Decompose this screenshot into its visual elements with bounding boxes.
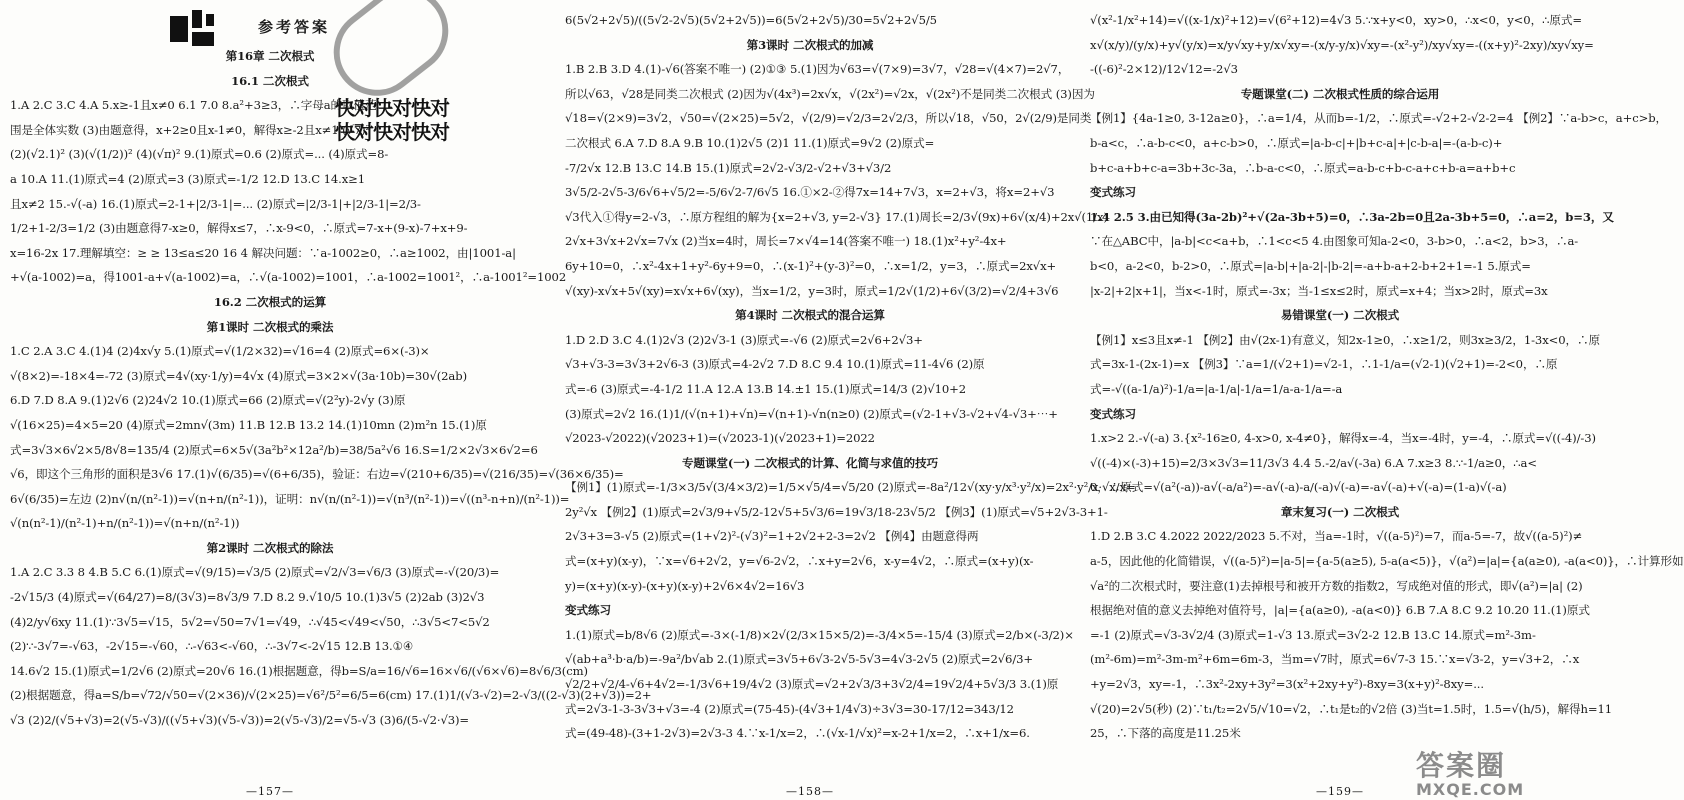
text-line: ∵在△ABC中，|a-b|<c<a+b，∴1<c<5 4.由图象可知a-2<0，3-b>0，∴a<2，b>3，∴a-: [1090, 234, 1579, 249]
text-line: 1/2+1-2/3=1/2 (3)由题意得7-x≥0，解得x≤7，∴x-9<0，∴原式=7-x+(9-x)-7+x+9-: [10, 221, 468, 236]
text-line: √(x²-1/x²+14)=√((x-1/x)²+12)=√(6²+12)=4√3 5.∵x+y<0，xy>0，∴x<0，y<0，∴原式=: [1090, 13, 1582, 27]
watermark-text: [335, 96, 449, 144]
text-line: 14.6√2 15.(1)原式=1/2√6 (2)原式=20√6 16.(1)根据题意，得b=S/a=16/√6=16×√6/(√6×√6)=8√6/3(cm): [10, 663, 588, 678]
page-159: [1080, 0, 1684, 800]
text-line: +√(a-1002)=a，得1001-a+√(a-1002)=a，∴√(a-1002)=1001，∴a-1002=1001²，∴a-1001²=1002: [10, 270, 567, 285]
text-line: √(20)=2√5(秒) (2)∵t₁/t₂=2√5/√10=√2，∴t₁是t₂的√2倍 (3)当t=1.5时，1.5=√(h/5)，解得h=11: [1090, 701, 1613, 716]
text-line: -7/2√x 12.B 13.C 14.B 15.(1)原式=2√2-√3/2-√2+√3+√3/2: [565, 160, 892, 175]
text-line: 1.C 2.A 3.C 4.(1)4 (2)4x√y 5.(1)原式=√(1/2×32)=√16=4 (2)原式=6×(-3)×: [10, 344, 430, 359]
text-line: -2√15/3 (4)原式=√(64/27)=8/(3√3)=8√3/9 7.D 8.2 9.√10/5 10.(1)3√5 (2)2ab (3)2√3: [10, 590, 485, 605]
text-line: a 10.A 11.(1)原式=4 (2)原式=3 (3)原式=-1/2 12.D 13.C 14.x≥1: [10, 171, 366, 186]
corner-logo-watermark: [1416, 744, 1596, 799]
text-line: 第3课时 二次根式的加减: [746, 37, 874, 52]
text-line: √a²的二次根式时，要注意(1)去掉根号和被开方数的指数2，写成绝对值的形式，即√(a²)=|a| (2): [1090, 578, 1583, 593]
text-line: √3+√3-3=3√3+2√6-3 (3)原式=4-2√2 7.D 8.C 9.4 10.(1)原式=11-4√6 (2)原: [565, 357, 985, 372]
text-line: 专题课堂(一) 二次根式的计算、化简与求值的技巧: [681, 455, 939, 470]
answers-title: 参考答案: [258, 18, 331, 36]
text-line: 2y²√x 【例2】(1)原式=2√3/9+√5/2-12√5+5√3/6=19√3/18-23√5/2 【例3】(1)原式=√5+2√3-3+1-: [565, 504, 1108, 519]
text-line: √(n(n²-1)/(n²-1)+n/(n²-1))=√(n+n/(n²-1)): [10, 516, 240, 531]
text-line: 所以√63，√28是同类二次根式 (2)因为√(4x³)=2x√x，√(2x²)=√2x，√(2x²)不是同类二次根式 (3)因为: [565, 86, 1095, 101]
text-line: 式=-√((a-1/a)²)-1/a=|a-1/a|-1/a=1/a-a-1/a=-a: [1090, 381, 1343, 396]
text-line: 根据绝对值的意义去掉绝对值符号，|a|={a(a≥0), -a(a<0)} 6.B 7.A 8.C 9.2 10.20 11.(1)原式: [1090, 603, 1590, 618]
text-line: -((-6)²-2×12)/12√12=-2√3: [1090, 62, 1238, 77]
page2-text: [565, 8, 1136, 746]
text-line: 式=(49-48)-(3+1-2√3)=2√3-3 4.∵x-1/x=2，∴(√x-1/√x)²=x-2+1/x=2，∴x+1/x=6.: [565, 726, 1030, 741]
text-line: 1.(1)原式=b/8√6 (2)原式=-3×(-1/8)×2√(2/3×15×5/2)=-3/4×5=-15/4 (3)原式=2/b×(-3/2)×: [565, 627, 1074, 642]
text-line: (2)(√2.1)² (3)(√(1/2))² (4)(√π)² 9.(1)原式=0.6 (2)原式=... (4)原式=8-: [10, 147, 389, 162]
text-line: 章末复习(一) 二次根式: [1280, 504, 1400, 519]
text-line: 2√x+3√x+2√x=7√x (2)当x=4时，周长=7×√4=14(答案不唯一) 18.(1)x²+y²-4x+: [565, 234, 1007, 249]
text-line: 1.B 2.B 3.D 4.(1)-√6(答案不唯一) (2)①③ 5.(1)因为√63=√(7×9)=3√7，√28=√(4×7)=2√7，: [565, 62, 1070, 77]
text-line: 第16章 二次根式: [225, 49, 315, 63]
text-line: 变式练习: [1090, 185, 1136, 200]
text-line: 1.4 2.5 3.由已知得(3a-2b)²+√(2a-3b+5)=0，∴3a-2b=0且2a-3b+5=0，∴a=2，b=3，又: [1090, 209, 1614, 224]
text-line: 2√3+3=3-√5 (2)原式=(1+√2)²-(√3)²=1+2√2+2-3=2√2 【例4】由题意得两: [565, 529, 979, 544]
text-line: b-a<c，∴a-b-c<0，a+c-b>0，∴原式=|a-b-c|+|b+c-a|+|c-b-a|=-(a-b-c)+: [1090, 135, 1503, 150]
text-line: y)=(x+y)(x-y)-(x+y)(x-y)+2√6×4√2=16√3: [565, 578, 805, 593]
text-line: 式=2√3-1-3-3√3+√3=-4 (2)原式=(75-45)-(4√3+1/4√3)÷3√3=30-17/12=343/12: [565, 701, 1014, 716]
corner-logo-line-1: 答案圈: [1416, 749, 1507, 782]
text-line: (3)原式=2√2 16.(1)1/(√(n+1)+√n)=√(n+1)-√n(n≥0) (2)原式=(√2-1+√3-√2+√4-√3+⋯+: [565, 406, 1058, 421]
text-line: 且x≠2 15.-√(-a) 16.(1)原式=2-1+|2/3-1|=... (2)原式=|2/3-1|+|2/3-1|=2/3-: [10, 196, 421, 211]
text-line: =-1 (2)原式=√3-3√2/4 (3)原式=1-√3 13.原式=3√2-2 12.B 13.C 14.原式=m²-3m-: [1090, 627, 1536, 642]
text-line: √2023-√2022)(√2023+1)=(√2023-1)(√2023+1)=2022: [565, 431, 875, 446]
text-line: √(ab+a³·b·a/b)=-9a²/b√ab 2.(1)原式=3√5+6√3-2√5-5√3=4√3-2√5 (2)原式=2√6/3+: [565, 652, 1034, 667]
text-line: 【例1】x≤3且x≠-1 【例2】由√(2x-1)有意义，知2x-1≥0，∴x≥1/2，则3x≥3/2，1-3x<0，∴原: [1090, 332, 1601, 347]
text-line: √(8×2)=-18×4=-72 (3)原式=4√(xy·1/y)=4√x (4)原式=3×2×√(3a·10b)=30√(2ab): [10, 368, 467, 383]
text-line: √3代入①得y=2-√3，∴原方程组的解为{x=2+√3, y=2-√3} 17.(1)周长=2/3√(9x)+6√(x/4)+2x√(1/x): [565, 209, 1108, 224]
page-158: [555, 0, 1136, 800]
text-line: 式=-6 (3)原式=-4-1/2 11.A 12.A 13.B 14.±1 15.(1)原式=14/3 (2)√10+2: [565, 381, 967, 396]
text-line: b+c-a+b+c-a=3b+3c-3a，∴b-a-c<0，∴原式=a-b-c+b-c-a+c+b-a=a+b+c: [1090, 160, 1516, 175]
text-line: 围是全体实数 (3)由题意得，x+2≥0且x-1≠0，解得x≥-2且x≠1 (√7)²: [10, 122, 371, 137]
text-line: 1.x>2 2.-√(-a) 3.{x²-16≥0, 4-x>0, x-4≠0}，解得x=-4，当x=-4时，y=-4，∴原式=√((-4)/-3): [1090, 431, 1596, 446]
watermark-line-2: 快对快对快对: [335, 120, 449, 144]
text-line: √(16×25)=4×5=20 (4)原式=2mn√(3m) 11.B 12.B 13.2 14.(1)10mn (2)m²n 15.(1)原: [10, 417, 487, 432]
text-line: 第2课时 二次根式的除法: [206, 540, 334, 555]
text-line: 1.D 2.D 3.C 4.(1)2√3 (2)2√3-1 (3)原式=-√6 (2)原式=2√6+2√3+: [565, 332, 923, 347]
text-line: 25，∴下落的高度是11.25米: [1090, 726, 1241, 741]
text-line: 专题课堂(二) 二次根式性质的综合运用: [1240, 86, 1440, 101]
page3-text: [1090, 8, 1684, 746]
text-line: 6.D 7.D 8.A 9.(1)2√6 (2)24√2 10.(1)原式=66 (2)原式=√(2²y)-2√y (3)原: [10, 393, 406, 408]
text-line: a-5，因此他的化简错误，√((a-5)²)=|a-5|={a-5(a≥5), 5-a(a<5)}，√(a²)=|a|={a(a≥0), -a(a<0)}，∴计算形如: [1090, 554, 1684, 569]
text-line: 式=3√3×6√2×5/8√8=135/4 (2)原式=6×5√(3a²b²×12a²/b)=38/5a²√6 16.S=1/2×2√3×6√2=6: [10, 442, 538, 457]
text-line: 6√(6/35)=左边 (2)n√(n/(n²-1))=√(n+n/(n²-1))，证明：n√(n/(n²-1))=√(n³/(n²-1))=√((n³-n+n)/(n²-1))=: [10, 491, 570, 506]
text-line: √18=√(2×9)=3√2，√50=√(2×25)=5√2，√(2/9)=√2/3=2√2/3，所以√18，√50，2√(2/9)是同类: [565, 111, 1092, 126]
text-line: (m²-6m)=m²-3m-m²+6m=6m-3，当m=√7时，原式=6√7-3 15.∵x=√3-2，y=√3+2，∴x: [1090, 652, 1580, 667]
text-line: 式=3x-1-(2x-1)=x 【例3】∵a=1/(√2+1)=√2-1，∴1-1/a=(√2-1)(√2+1)=-2<0，∴原: [1090, 357, 1558, 372]
text-line: |x-2|+2|x+1|，当x<-1时，原式=-3x；当-1≤x≤2时，原式=x+4；当x>2时，原式=3x: [1090, 283, 1548, 298]
text-line: (4)2/y√6xy 11.(1)∵3√5=√15，5√2=√50=7√1=√49，∴√45<√49<√50，∴3√5<7<5√2: [10, 614, 490, 629]
text-line: 第1课时 二次根式的乘法: [206, 319, 334, 334]
page-header: [10, 8, 530, 44]
text-line: 【例1】(1)原式=-1/3×3/5√(3/4×3/2)=1/5×√5/4=√5/20 (2)原式=-8a²/12√(xy·y/x³·y²/x)=2x²·y²/x·√x/x=: [565, 480, 1136, 495]
text-line: 16.2 二次根式的运算: [213, 294, 327, 309]
page-number: —158—: [786, 785, 834, 798]
text-line: 1.D 2.B 3.C 4.2022 2022/2023 5.不对，当a=-1时，√((a-5)²)=7，而a-5=-7，故√((a-5)²)≠: [1090, 529, 1583, 544]
page-number: —157—: [246, 785, 294, 798]
text-line: b<0，a-2<0，b-2>0，∴原式=|a-b|+|a-2|-|b-2|=-a+b-a+2-b+2+1=-1 5.原式=: [1090, 258, 1531, 273]
text-line: √(xy)-x√x+5√(xy)=x√x+6√(xy)，当x=1/2，y=3时，原式=1/2√(1/2)+6√(3/2)=√2/4+3√6: [565, 283, 1059, 298]
text-line: 易错课堂(一) 二次根式: [1280, 308, 1400, 323]
text-line: 6(5√2+2√5)/((5√2-2√5)(5√2+2√5))=6(5√2+2√5)/30=5√2+2√5/5: [565, 13, 937, 27]
qr-code-icon: [170, 10, 230, 48]
text-line: (2)根据题意，得a=S/b=√72/√50=√(2×36)/√(2×25)=√6²/5²=6/5=6(cm) 17.(1)1/(√3-√2)=2-√3/((2-√3)(2+√3))=2+: [10, 688, 652, 703]
text-line: √3 (2)2/(√5+√3)=2(√5-√3)/((√5+√3)(√5-√3))=2(√5-√3)/2=√5-√3 (3)6/(5-√2·√3)=: [10, 713, 470, 728]
text-line: √6，即这个三角形的面积是3√6 17.(1)√(6/35)=√(6+6/35)，验证：右边=√(210+6/35)=√(216/35)=√(36×6/35)=: [10, 467, 624, 482]
text-line: √2/2+√2/4-√6+4√2=-1/3√6+19/4√2 (3)原式=√2+2√3/3+3√2/4=19√2/4+5√3/3 3.(1)原: [565, 677, 1059, 692]
text-line: 二次根式 6.A 7.D 8.A 9.B 10.(1)2√5 (2)1 11.(1)原式=9√2 (2)原式=: [565, 135, 935, 150]
watermark-line-1: 快对快对快对: [335, 96, 449, 120]
text-line: 16.1 二次根式: [231, 73, 309, 88]
text-line: √((-4)×(-3)+15)=2/3×3√3=11/3√3 4.4 5.-2/a√(-3a) 6.A 7.x≥3 8.∵-1/a≥0，∴a<: [1090, 455, 1537, 470]
text-line: 第4课时 二次根式的混合运算: [735, 308, 885, 323]
text-line: 6y+10=0，∴x²-4x+1+y²-6y+9=0，∴(x-1)²+(y-3)²=0，∴x=1/2，y=3，∴原式=2x√x+: [565, 258, 1057, 273]
text-line: 1.A 2.C 3.C 4.A 5.x≥-1且x≠0 6.1 7.0 8.a²+3≥3，∴字母a的取值范: [10, 98, 377, 113]
text-line: 变式练习: [1090, 406, 1136, 421]
text-line: 【例1】{4a-1≥0, 3-12a≥0}，∴a=1/4，从而b=-1/2，∴原式=-√2+2-√2-2=4 【例2】∵a-b>c，a+c>b，: [1090, 111, 1668, 126]
text-line: x√(x/y)/(y/x)+y√(y/x)=x/y√xy+y/x√xy=-(x/y-y/x)√xy=-(x²-y²)/xy√xy=-((x+y)²-2xy)/xy√xy=: [1090, 37, 1594, 52]
text-line: 式=(x+y)(x-y)，∵x=√6+2√2，y=√6-2√2，∴x+y=2√6，x-y=4√2，∴原式=(x+y)(x-: [565, 554, 1034, 569]
text-line: 变式练习: [565, 603, 611, 618]
page-number: —159—: [1316, 785, 1364, 798]
text-line: x=16-2x 17.理解填空：≥ ≥ 13≤a≤20 16 4 解决问题：∵a-1002≥0，∴a≥1002，由|1001-a|: [10, 245, 516, 260]
corner-logo-line-2: MXQE.COM: [1416, 780, 1525, 799]
text-line: +y=2√3，xy=-1，∴3x²-2xy+3y²=3(x²+2xy+y²)-8xy=3(x+y)²-8xy=...: [1090, 677, 1484, 692]
text-line: 1.A 2.C 3.3 8 4.B 5.C 6.(1)原式=√(9/15)=√3/5 (2)原式=√2/√3=√6/3 (3)原式=-√(20/3)=: [10, 565, 500, 580]
text-line: 0，∴原式=√(a²(-a))-a√(-a/a²)=-a√(-a)-a/(-a)√(-a)=-a√(-a)+√(-a)=(1-a)√(-a): [1090, 480, 1507, 495]
text-line: (2)∵-3√7=-√63，-2√15=-√60，∴-√63<-√60，∴-3√7<-2√15 12.B 13.①④: [10, 639, 414, 654]
text-line: 3√5/2-2√5-3/6√6+√5/2=-5/6√2-7/6√5 16.①×2-②得7x=14+7√3，x=2+√3，将x=2+√3: [565, 185, 1055, 200]
